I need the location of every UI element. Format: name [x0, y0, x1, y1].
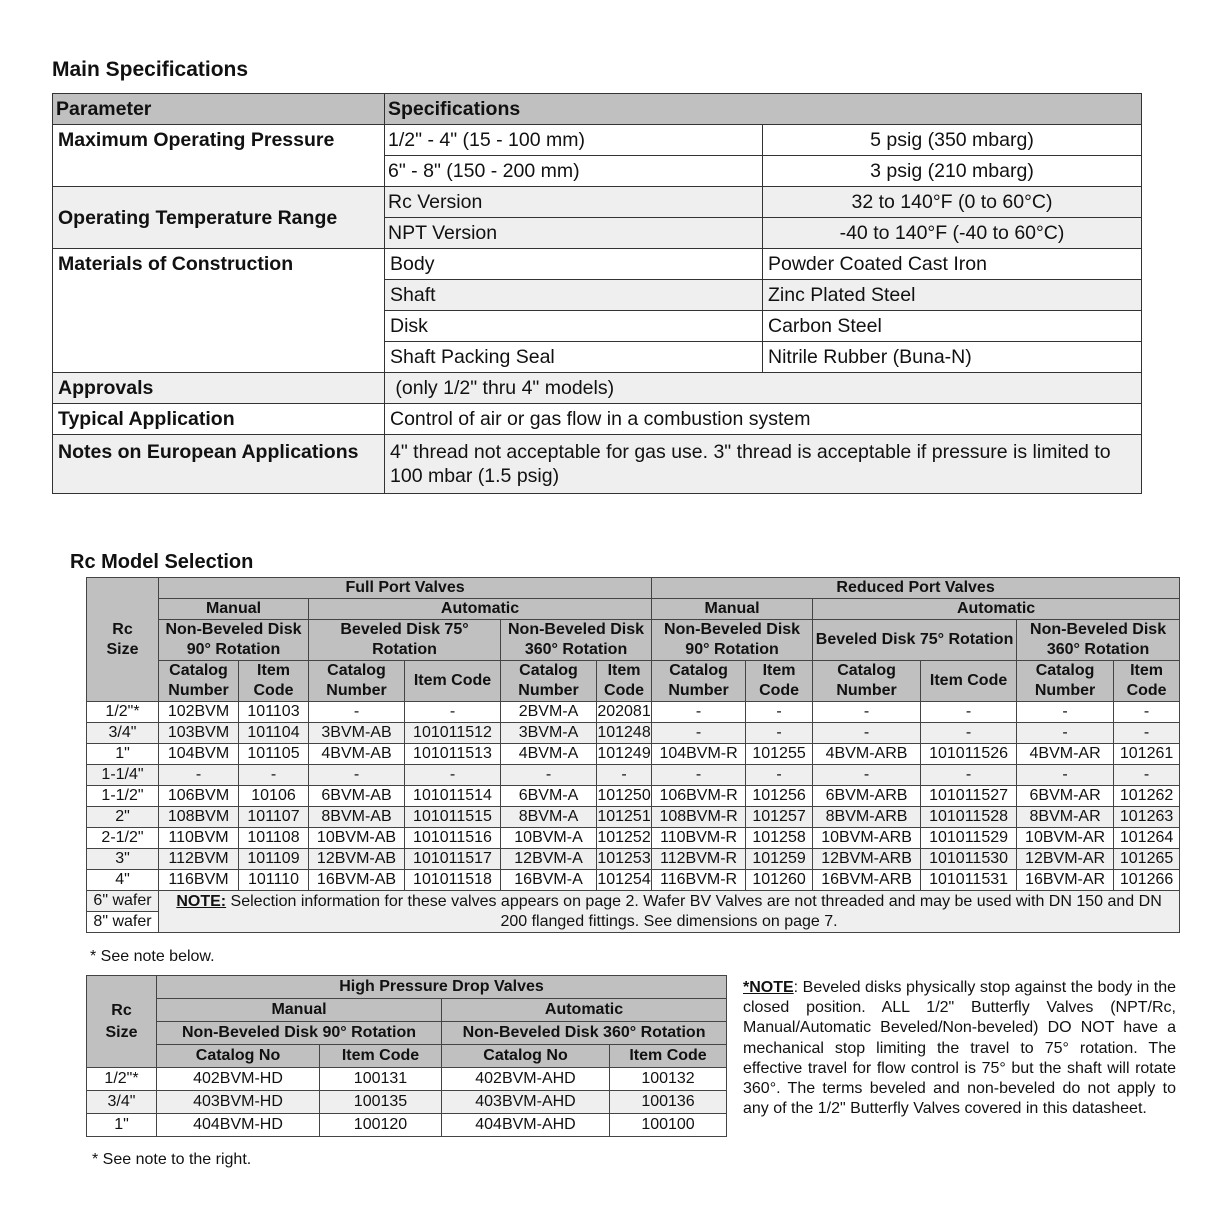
european-notes-value: 4" thread not acceptable for gas use. 3" thread is acceptable if pressure is limited to 100 mbar (1.5 psig)	[385, 435, 1142, 494]
catalog-no-cell: 403BVM-AHD	[442, 1091, 610, 1114]
header-specifications: Specifications	[385, 94, 1142, 125]
table-row	[87, 744, 1180, 765]
material-value: Powder Coated Cast Iron	[763, 249, 1142, 280]
manual-header: Manual	[157, 999, 442, 1022]
catalog-number-cell: 108BVM-R	[652, 807, 746, 828]
spec-row	[53, 404, 1142, 435]
item-code-cell: 101260	[746, 870, 813, 891]
size-cell: 1"	[87, 1114, 157, 1137]
item-code-cell: 101265	[1114, 849, 1180, 870]
catalog-number-cell: 110BVM-R	[652, 828, 746, 849]
disk-type-header: Beveled Disk 75° Rotation	[813, 620, 1017, 661]
item-code-cell: 101011513	[405, 744, 501, 765]
rc-footnote: * See note below.	[90, 948, 215, 965]
item-code-cell: 101251	[597, 807, 652, 828]
catalog-no-cell: 404BVM-HD	[157, 1114, 320, 1137]
catalog-number-cell: 4BVM-A	[501, 744, 597, 765]
catalog-number-cell: -	[309, 765, 405, 786]
catalog-number-cell: 4BVM-AR	[1017, 744, 1114, 765]
size-cell: 1"	[87, 744, 159, 765]
item-code-cell: 101253	[597, 849, 652, 870]
table-row	[87, 1114, 727, 1137]
item-code-cell: 101011516	[405, 828, 501, 849]
disk-type-header: Non-Beveled Disk 360° Rotation	[442, 1022, 727, 1045]
rc-model-selection-title: Rc Model Selection	[70, 551, 254, 573]
wafer-size-cell: 6" wafer	[87, 891, 159, 912]
wafer-note-label: NOTE:	[176, 892, 227, 910]
size-cell: 1/2"*	[87, 702, 159, 723]
table-row	[87, 723, 1180, 744]
param-typical-application: Typical Application	[53, 404, 385, 435]
catalog-number-cell: 12BVM-A	[501, 849, 597, 870]
table-row	[87, 828, 1180, 849]
side-note-colon: :	[793, 979, 799, 996]
item-code-header: Item Code	[320, 1045, 442, 1068]
catalog-number-cell: 16BVM-AR	[1017, 870, 1114, 891]
disk-type-header: Beveled Disk 75° Rotation	[309, 620, 501, 661]
rc-size-header: Rc Size	[87, 976, 157, 1068]
catalog-number-cell: -	[813, 702, 921, 723]
param-materials: Materials of Construction	[53, 249, 385, 373]
catalog-number-cell: 12BVM-AR	[1017, 849, 1114, 870]
item-code-cell: 101104	[239, 723, 309, 744]
size-cell: 3/4"	[87, 723, 159, 744]
item-code-header: Item Code	[239, 661, 309, 702]
catalog-no-cell: 402BVM-AHD	[442, 1068, 610, 1091]
high-pressure-drop-table	[86, 975, 727, 1137]
disk-type-header: Non-Beveled Disk 90° Rotation	[157, 1022, 442, 1045]
item-code-cell: -	[1114, 702, 1180, 723]
item-code-cell: 101110	[239, 870, 309, 891]
table-row	[87, 786, 1180, 807]
catalog-number-cell: 106BVM-R	[652, 786, 746, 807]
item-code-cell: 101264	[1114, 828, 1180, 849]
manual-header: Manual	[652, 599, 813, 620]
pressure-value: 3 psig (210 mbarg)	[763, 156, 1142, 187]
approvals-value: (only 1/2" thru 4" models)	[385, 373, 1142, 404]
size-cell: 1-1/2"	[87, 786, 159, 807]
item-code-cell: -	[921, 702, 1017, 723]
catalog-number-cell: 6BVM-A	[501, 786, 597, 807]
item-code-cell: 101256	[746, 786, 813, 807]
item-code-cell: -	[921, 765, 1017, 786]
item-code-cell: 101248	[597, 723, 652, 744]
catalog-number-cell: 8BVM-ARB	[813, 807, 921, 828]
wafer-note-text: Selection information for these valves appears on page 2. Wafer BV Valves are not threaded and may be used with DN 150 and DN 200 flanged fittings. See dimensions on page 7.	[226, 892, 1162, 930]
side-note-text: Beveled disks physically stop against the body in the closed position. ALL 1/2" Butterfly Valves (NPT/Rc, Manual/Automatic Beveled/Non-beveled) DO NOT have a mechanical stop limiting the travel to 75° rotation. The effective travel for flow control is 75° but the shaft will rotate 360°. The terms beveled and non-beveled do not apply to any of the 1/2" Butterfly Valves covered in this datasheet.	[743, 979, 1176, 1118]
item-code-cell: 101011527	[921, 786, 1017, 807]
material-value: Zinc Plated Steel	[763, 280, 1142, 311]
disk-type-header: Non-Beveled Disk 360° Rotation	[501, 620, 652, 661]
hpd-table-body	[87, 1068, 727, 1137]
catalog-number-cell: 108BVM	[159, 807, 239, 828]
catalog-number-cell: -	[309, 702, 405, 723]
catalog-number-cell: -	[813, 765, 921, 786]
item-code-cell: 100120	[320, 1114, 442, 1137]
pressure-range: 6" - 8" (150 - 200 mm)	[385, 156, 763, 187]
spec-row	[53, 187, 1142, 218]
item-code-cell: 101266	[1114, 870, 1180, 891]
item-code-cell: 101258	[746, 828, 813, 849]
catalog-number-cell: 104BVM	[159, 744, 239, 765]
main-specifications-table	[52, 93, 1142, 494]
manual-header: Manual	[159, 599, 309, 620]
catalog-number-cell: 2BVM-A	[501, 702, 597, 723]
catalog-number-cell: 16BVM-A	[501, 870, 597, 891]
catalog-number-cell: 112BVM	[159, 849, 239, 870]
material-value: Carbon Steel	[763, 311, 1142, 342]
automatic-header: Automatic	[442, 999, 727, 1022]
catalog-number-header: Catalog Number	[501, 661, 597, 702]
item-code-cell: 101250	[597, 786, 652, 807]
item-code-cell: 101011528	[921, 807, 1017, 828]
item-code-cell: 101011515	[405, 807, 501, 828]
full-port-header: Full Port Valves	[159, 578, 652, 599]
size-cell: 3/4"	[87, 1091, 157, 1114]
param-max-pressure: Maximum Operating Pressure	[53, 125, 385, 187]
table-row	[87, 702, 1180, 723]
catalog-number-cell: -	[652, 765, 746, 786]
catalog-no-cell: 403BVM-HD	[157, 1091, 320, 1114]
catalog-number-cell: -	[501, 765, 597, 786]
table-row	[87, 807, 1180, 828]
item-code-cell: 101011526	[921, 744, 1017, 765]
spec-row	[53, 373, 1142, 404]
item-code-cell: -	[405, 765, 501, 786]
item-code-cell: 101109	[239, 849, 309, 870]
temperature-value: -40 to 140°F (-40 to 60°C)	[763, 218, 1142, 249]
item-code-cell: 202081	[597, 702, 652, 723]
wafer-size-cell: 8" wafer	[87, 912, 159, 933]
table-row	[87, 1068, 727, 1091]
item-code-header: Item Code	[746, 661, 813, 702]
automatic-header: Automatic	[813, 599, 1180, 620]
catalog-number-cell: 3BVM-A	[501, 723, 597, 744]
catalog-number-cell: 10BVM-AB	[309, 828, 405, 849]
item-code-cell: 101011518	[405, 870, 501, 891]
catalog-number-cell: -	[1017, 702, 1114, 723]
item-code-cell: -	[1114, 723, 1180, 744]
main-specifications-title: Main Specifications	[52, 58, 249, 81]
catalog-number-cell: 10BVM-AR	[1017, 828, 1114, 849]
size-cell: 1-1/4"	[87, 765, 159, 786]
catalog-no-cell: 404BVM-AHD	[442, 1114, 610, 1137]
table-row	[87, 849, 1180, 870]
catalog-number-cell: -	[1017, 723, 1114, 744]
typical-application-value: Control of air or gas flow in a combustion system	[385, 404, 1142, 435]
item-code-cell: 100131	[320, 1068, 442, 1091]
catalog-number-cell: -	[652, 723, 746, 744]
item-code-cell: -	[597, 765, 652, 786]
side-note-label: *NOTE	[743, 979, 794, 996]
item-code-cell: -	[1114, 765, 1180, 786]
temperature-value: 32 to 140°F (0 to 60°C)	[763, 187, 1142, 218]
pressure-value: 5 psig (350 mbarg)	[763, 125, 1142, 156]
catalog-number-cell: -	[1017, 765, 1114, 786]
item-code-cell: 101011530	[921, 849, 1017, 870]
size-cell: 3"	[87, 849, 159, 870]
item-code-cell: 101011531	[921, 870, 1017, 891]
catalog-number-cell: 104BVM-R	[652, 744, 746, 765]
material-part: Shaft	[385, 280, 763, 311]
item-code-header: Item Code	[405, 661, 501, 702]
catalog-number-cell: 8BVM-AR	[1017, 807, 1114, 828]
catalog-number-header: Catalog Number	[1017, 661, 1114, 702]
item-code-cell: 101249	[597, 744, 652, 765]
item-code-cell: -	[405, 702, 501, 723]
catalog-number-cell: 4BVM-AB	[309, 744, 405, 765]
table-row	[87, 765, 1180, 786]
item-code-cell: 101261	[1114, 744, 1180, 765]
item-code-cell: 101262	[1114, 786, 1180, 807]
material-part: Shaft Packing Seal	[385, 342, 763, 373]
catalog-number-cell: 12BVM-AB	[309, 849, 405, 870]
catalog-number-cell: 103BVM	[159, 723, 239, 744]
catalog-number-cell: -	[813, 723, 921, 744]
temperature-version: Rc Version	[385, 187, 763, 218]
catalog-number-header: Catalog Number	[309, 661, 405, 702]
catalog-no-header: Catalog No	[157, 1045, 320, 1068]
pressure-range: 1/2" - 4" (15 - 100 mm)	[385, 125, 763, 156]
item-code-cell: 101011514	[405, 786, 501, 807]
item-code-header: Item Code	[610, 1045, 727, 1068]
catalog-number-cell: 112BVM-R	[652, 849, 746, 870]
catalog-no-header: Catalog No	[442, 1045, 610, 1068]
table-row	[87, 1091, 727, 1114]
wafer-note	[159, 891, 1180, 933]
spec-header-row	[53, 94, 1142, 125]
item-code-cell: -	[746, 702, 813, 723]
catalog-number-cell: 6BVM-AR	[1017, 786, 1114, 807]
catalog-number-header: Catalog Number	[159, 661, 239, 702]
header-parameter: Parameter	[53, 94, 385, 125]
catalog-number-cell: -	[652, 702, 746, 723]
disk-type-header: Non-Beveled Disk 360° Rotation	[1017, 620, 1180, 661]
automatic-header: Automatic	[309, 599, 652, 620]
rc-table-body	[87, 702, 1180, 891]
item-code-cell: -	[746, 765, 813, 786]
item-code-header: Item Code	[921, 661, 1017, 702]
item-code-cell: 100135	[320, 1091, 442, 1114]
item-code-cell: 10106	[239, 786, 309, 807]
reduced-port-header: Reduced Port Valves	[652, 578, 1180, 599]
catalog-number-cell: 12BVM-ARB	[813, 849, 921, 870]
item-code-cell: 100136	[610, 1091, 727, 1114]
item-code-cell: 101107	[239, 807, 309, 828]
item-code-cell: -	[921, 723, 1017, 744]
catalog-number-cell: 102BVM	[159, 702, 239, 723]
catalog-number-cell: 8BVM-AB	[309, 807, 405, 828]
catalog-number-cell: 6BVM-ARB	[813, 786, 921, 807]
catalog-number-cell: 10BVM-A	[501, 828, 597, 849]
item-code-cell: 100132	[610, 1068, 727, 1091]
item-code-cell: 101108	[239, 828, 309, 849]
hpd-footnote: * See note to the right.	[92, 1151, 252, 1168]
size-cell: 2-1/2"	[87, 828, 159, 849]
size-cell: 1/2"*	[87, 1068, 157, 1091]
item-code-cell: 101252	[597, 828, 652, 849]
param-temperature: Operating Temperature Range	[53, 187, 385, 249]
catalog-number-cell: 10BVM-ARB	[813, 828, 921, 849]
catalog-number-cell: 16BVM-ARB	[813, 870, 921, 891]
catalog-number-cell: 110BVM	[159, 828, 239, 849]
hpd-title-header: High Pressure Drop Valves	[157, 976, 727, 999]
size-cell: 2"	[87, 807, 159, 828]
item-code-cell: 101263	[1114, 807, 1180, 828]
item-code-header: Item Code	[597, 661, 652, 702]
table-row	[87, 870, 1180, 891]
rc-size-header: Rc Size	[87, 578, 159, 702]
item-code-cell: 101105	[239, 744, 309, 765]
catalog-number-cell: 8BVM-A	[501, 807, 597, 828]
material-part: Disk	[385, 311, 763, 342]
material-part: Body	[385, 249, 763, 280]
catalog-number-cell: 116BVM	[159, 870, 239, 891]
spec-row	[53, 249, 1142, 280]
item-code-cell: 100100	[610, 1114, 727, 1137]
catalog-number-cell: 116BVM-R	[652, 870, 746, 891]
item-code-cell: -	[746, 723, 813, 744]
size-cell: 4"	[87, 870, 159, 891]
catalog-number-cell: -	[159, 765, 239, 786]
spec-row	[53, 125, 1142, 156]
item-code-cell: 101011517	[405, 849, 501, 870]
catalog-no-cell: 402BVM-HD	[157, 1068, 320, 1091]
temperature-version: NPT Version	[385, 218, 763, 249]
item-code-cell: 101255	[746, 744, 813, 765]
item-code-cell: 101103	[239, 702, 309, 723]
catalog-number-cell: 4BVM-ARB	[813, 744, 921, 765]
item-code-cell: -	[239, 765, 309, 786]
catalog-number-cell: 6BVM-AB	[309, 786, 405, 807]
item-code-header: Item Code	[1114, 661, 1180, 702]
item-code-cell: 101011529	[921, 828, 1017, 849]
catalog-number-cell: 3BVM-AB	[309, 723, 405, 744]
param-european-notes: Notes on European Applications	[53, 435, 385, 494]
rc-model-selection-table	[86, 577, 1180, 933]
disk-type-header: Non-Beveled Disk 90° Rotation	[652, 620, 813, 661]
beveled-disk-note	[743, 978, 1176, 1119]
param-approvals: Approvals	[53, 373, 385, 404]
item-code-cell: 101011512	[405, 723, 501, 744]
catalog-number-header: Catalog Number	[652, 661, 746, 702]
catalog-number-cell: 16BVM-AB	[309, 870, 405, 891]
spec-row	[53, 435, 1142, 494]
catalog-number-cell: 106BVM	[159, 786, 239, 807]
item-code-cell: 101254	[597, 870, 652, 891]
item-code-cell: 101257	[746, 807, 813, 828]
disk-type-header: Non-Beveled Disk 90° Rotation	[159, 620, 309, 661]
catalog-number-header: Catalog Number	[813, 661, 921, 702]
material-value: Nitrile Rubber (Buna-N)	[763, 342, 1142, 373]
item-code-cell: 101259	[746, 849, 813, 870]
